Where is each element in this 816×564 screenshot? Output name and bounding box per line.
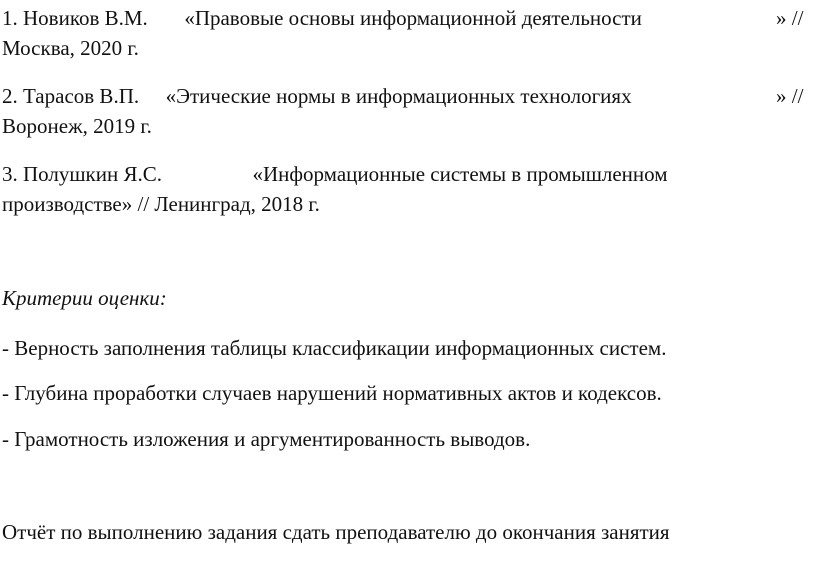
reference-2-close: » // [776,84,804,108]
criteria-heading: Критерии оценки: [2,286,167,310]
reference-2-line-1 [2,84,632,108]
reference-3-line-1 [2,162,668,186]
reference-1-author: Новиков В.М. [23,6,148,30]
reference-2-author: Тарасов В.П. [23,84,140,108]
reference-2-number: 2. [2,84,18,108]
criteria-item-1: - Верность заполнения таблицы классификации информационных систем. [2,336,667,360]
criteria-item-2: - Глубина проработки случаев нарушений нормативных актов и кодексов. [2,381,662,405]
reference-3-author: Полушкин Я.С. [23,162,162,186]
reference-1-line-2: Москва, 2020 г. [2,36,139,60]
reference-1-number: 1. [2,6,18,30]
reference-1-close: » // [776,6,804,30]
reference-3-number: 3. [2,162,18,186]
criteria-item-3: - Грамотность изложения и аргументированность выводов. [2,427,531,451]
reference-1-line-1 [2,6,642,30]
reference-1-title: «Правовые основы информационной деятельности [184,6,642,30]
submission-instruction: Отчёт по выполнению задания сдать преподавателю до окончания занятия [2,520,670,544]
reference-2-line-2: Воронеж, 2019 г. [2,114,152,138]
reference-3-line-2: производстве» // Ленинград, 2018 г. [2,192,320,216]
reference-3-title: «Информационные системы в промышленном [252,162,668,186]
reference-2-title: «Этические нормы в информационных технологиях [165,84,632,108]
